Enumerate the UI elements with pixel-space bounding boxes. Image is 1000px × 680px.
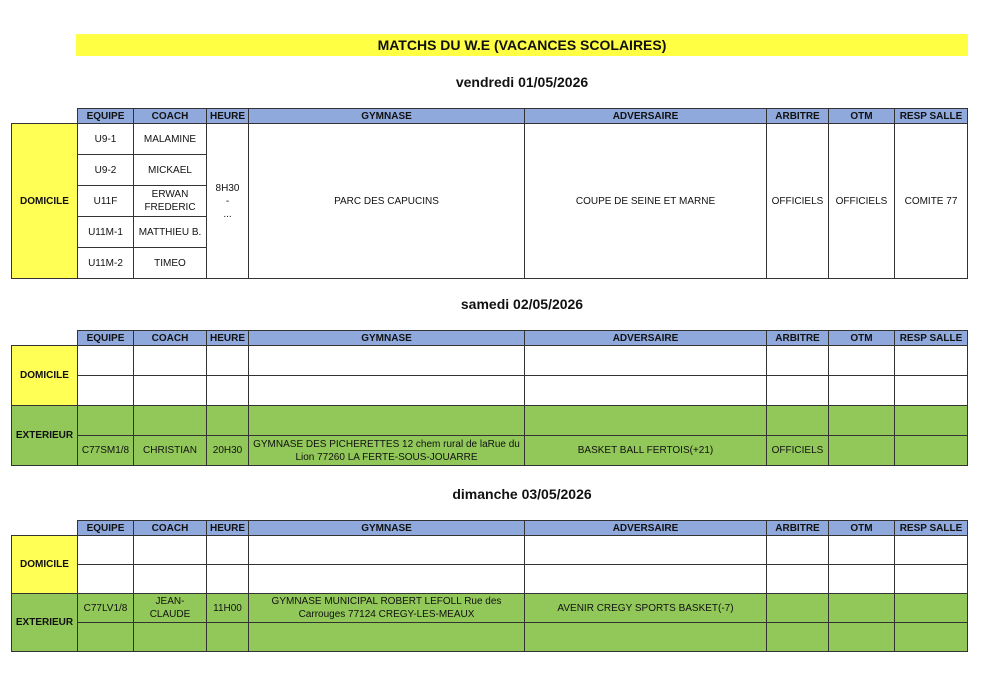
header-arbitre: ARBITRE <box>767 109 829 124</box>
day-title-sunday: dimanche 03/05/2026 <box>452 486 592 502</box>
schedule-table-friday <box>11 108 968 279</box>
schedule-table-sunday <box>11 520 968 652</box>
page-title: MATCHS DU W.E (VACANCES SCOLAIRES) <box>76 34 968 56</box>
header-gymnase: GYMNASE <box>249 331 525 346</box>
domicile-label: DOMICILE <box>12 124 78 279</box>
header-otm: OTM <box>829 109 895 124</box>
coach-cell: JEAN-CLAUDE <box>134 594 207 623</box>
equipe-cell: U9-2 <box>78 155 134 186</box>
coach-cell: MICKAEL <box>134 155 207 186</box>
table-row <box>12 594 968 623</box>
coach-cell: MALAMINE <box>134 124 207 155</box>
exterieur-label: EXTERIEUR <box>12 594 78 652</box>
header-equipe: EQUIPE <box>78 331 134 346</box>
header-row <box>12 521 968 536</box>
header-heure: HEURE <box>207 521 249 536</box>
gymnase-cell: GYMNASE DES PICHERETTES 12 chem rural de laRue du Lion 77260 LA FERTE-SOUS-JOUARRE <box>249 436 525 466</box>
resp-salle-cell <box>895 594 968 623</box>
otm-cell <box>829 594 895 623</box>
header-row <box>12 109 968 124</box>
header-coach: COACH <box>134 521 207 536</box>
day-title-friday: vendredi 01/05/2026 <box>455 74 589 90</box>
heure-cell: 20H30 <box>207 436 249 466</box>
heure-cell: 8H30 - ... <box>207 124 249 279</box>
coach-cell: ERWAN FREDERIC <box>134 186 207 217</box>
equipe-cell: U11M-1 <box>78 217 134 248</box>
adversaire-cell: AVENIR CREGY SPORTS BASKET(-7) <box>525 594 767 623</box>
equipe-cell: U11M-2 <box>78 248 134 279</box>
equipe-cell: C77SM1/8 <box>78 436 134 466</box>
header-adversaire: ADVERSAIRE <box>525 109 767 124</box>
exterieur-label: EXTERIEUR <box>12 406 78 466</box>
gymnase-cell: GYMNASE MUNICIPAL ROBERT LEFOLL Rue des Carrouges 77124 CREGY-LES-MEAUX <box>249 594 525 623</box>
header-gymnase: GYMNASE <box>249 109 525 124</box>
coach-cell: CHRISTIAN <box>134 436 207 466</box>
coach-cell: TIMEO <box>134 248 207 279</box>
table-row <box>12 346 968 376</box>
resp-salle-cell <box>895 436 968 466</box>
header-gymnase: GYMNASE <box>249 521 525 536</box>
table-row <box>12 623 968 652</box>
table-row <box>12 406 968 436</box>
header-adversaire: ADVERSAIRE <box>525 331 767 346</box>
domicile-label: DOMICILE <box>12 536 78 594</box>
table-row <box>12 536 968 565</box>
day-title-saturday: samedi 02/05/2026 <box>460 296 584 312</box>
coach-cell: MATTHIEU B. <box>134 217 207 248</box>
header-arbitre: ARBITRE <box>767 521 829 536</box>
header-equipe: EQUIPE <box>78 521 134 536</box>
otm-cell: OFFICIELS <box>829 124 895 279</box>
gymnase-cell: PARC DES CAPUCINS <box>249 124 525 279</box>
header-resp-salle: RESP SALLE <box>895 521 968 536</box>
header-resp-salle: RESP SALLE <box>895 331 968 346</box>
header-heure: HEURE <box>207 331 249 346</box>
table-row <box>12 124 968 155</box>
header-coach: COACH <box>134 331 207 346</box>
table-row <box>12 376 968 406</box>
equipe-cell: U9-1 <box>78 124 134 155</box>
header-adversaire: ADVERSAIRE <box>525 521 767 536</box>
header-heure: HEURE <box>207 109 249 124</box>
equipe-cell: U11F <box>78 186 134 217</box>
resp-salle-cell: COMITE 77 <box>895 124 968 279</box>
otm-cell <box>829 436 895 466</box>
header-otm: OTM <box>829 521 895 536</box>
equipe-cell: C77LV1/8 <box>78 594 134 623</box>
adversaire-cell: BASKET BALL FERTOIS(+21) <box>525 436 767 466</box>
header-coach: COACH <box>134 109 207 124</box>
header-row <box>12 331 968 346</box>
arbitre-cell: OFFICIELS <box>767 436 829 466</box>
heure-cell: 11H00 <box>207 594 249 623</box>
arbitre-cell: OFFICIELS <box>767 124 829 279</box>
table-row <box>12 436 968 466</box>
header-resp-salle: RESP SALLE <box>895 109 968 124</box>
table-row <box>12 565 968 594</box>
header-otm: OTM <box>829 331 895 346</box>
header-arbitre: ARBITRE <box>767 331 829 346</box>
domicile-label: DOMICILE <box>12 346 78 406</box>
header-equipe: EQUIPE <box>78 109 134 124</box>
arbitre-cell <box>767 594 829 623</box>
schedule-table-saturday <box>11 330 968 466</box>
adversaire-cell: COUPE DE SEINE ET MARNE <box>525 124 767 279</box>
